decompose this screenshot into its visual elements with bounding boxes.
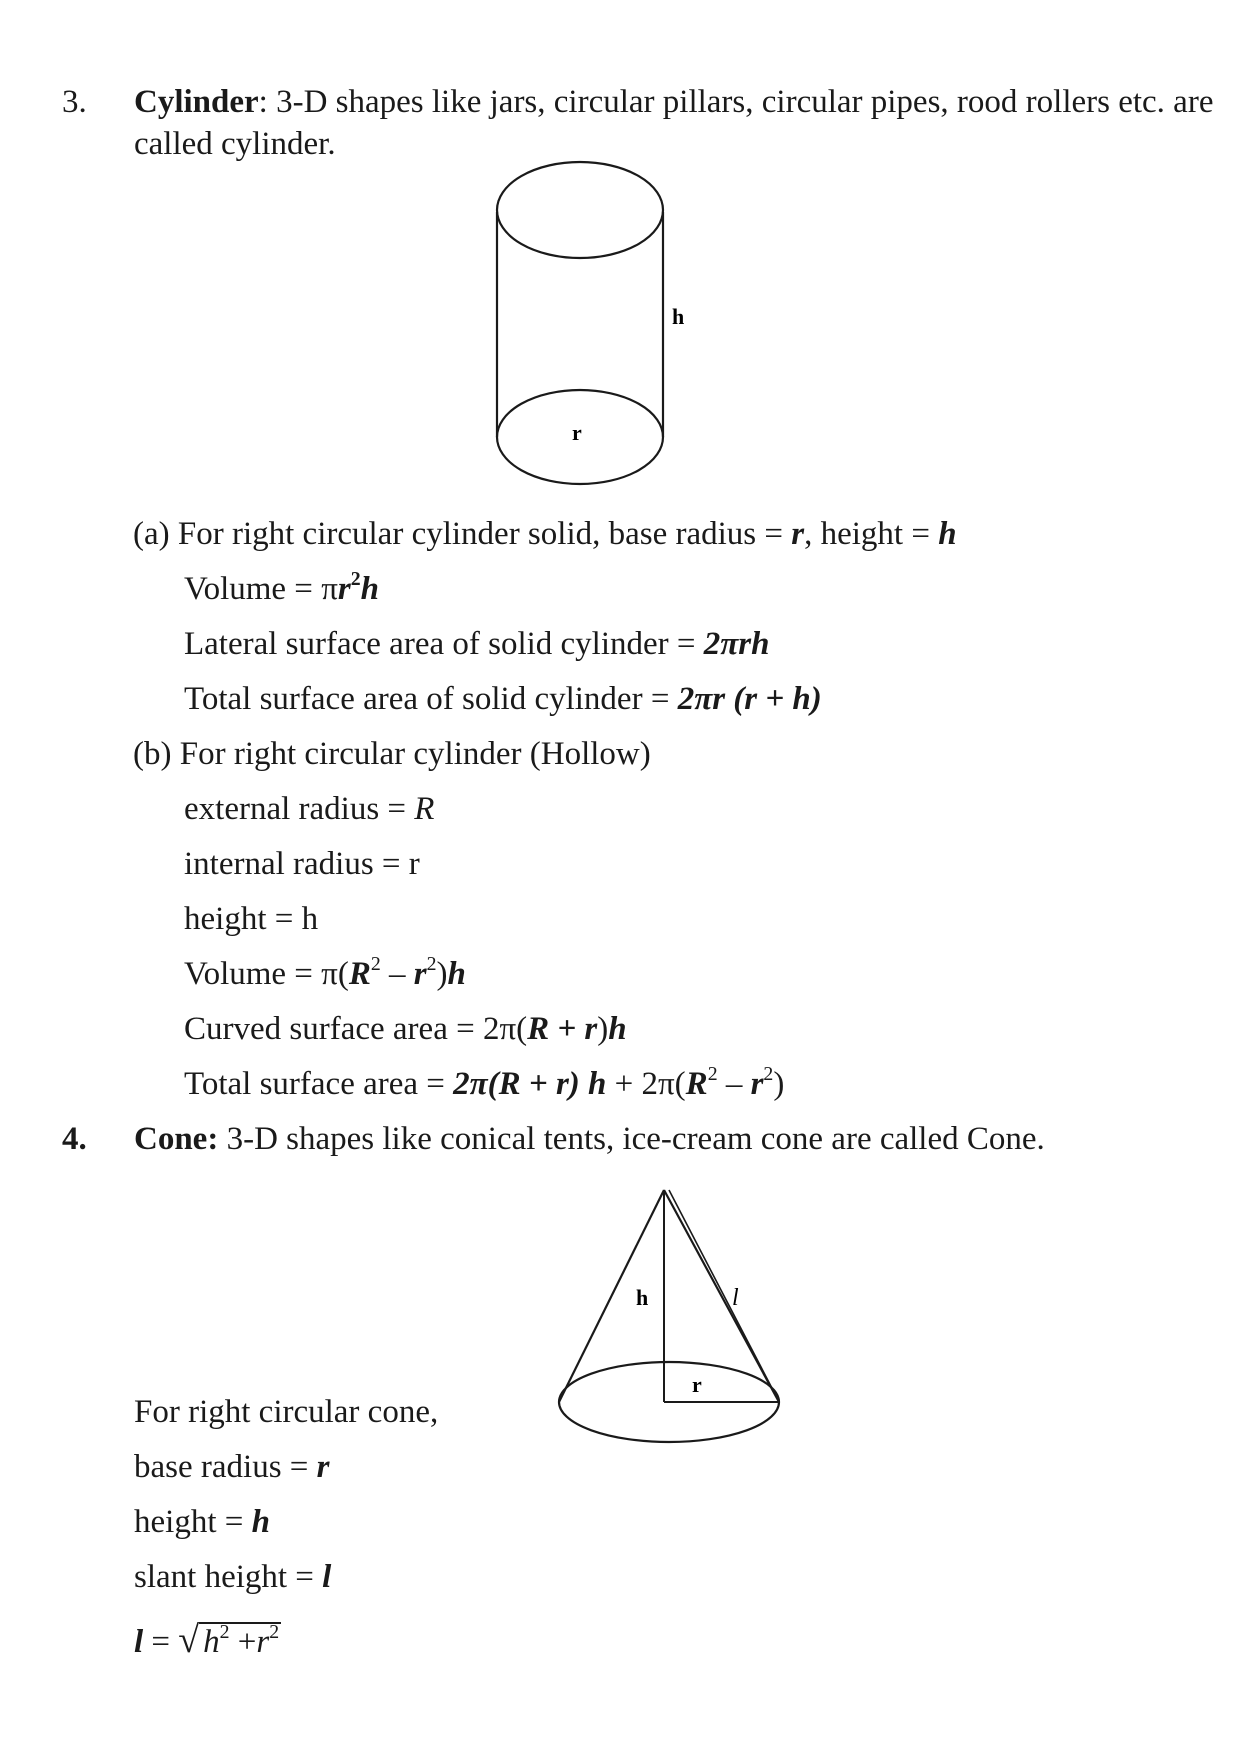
part-b-total-minus: –	[717, 1066, 751, 1102]
part-b-external	[184, 789, 434, 829]
cone-formula-exp1: 2	[219, 1621, 230, 1644]
part-b-total-r: r	[750, 1066, 764, 1102]
part-b-curved-inner: R + r	[527, 1011, 598, 1047]
part-b-volume-R: R	[348, 956, 371, 992]
part-b-total-exp1: 2	[707, 1063, 718, 1086]
cylinder-diagram	[440, 150, 720, 490]
cylinder-radius-label: r	[572, 420, 582, 445]
part-b-total-exp2: 2	[763, 1063, 774, 1086]
section-3-number: 3.	[62, 84, 87, 120]
cone-slant-height	[134, 1557, 331, 1597]
part-b-label: (b)	[133, 736, 172, 772]
cone-slant-formula	[134, 1620, 281, 1662]
section-4-number: 4.	[62, 1121, 87, 1157]
cone-left-side	[559, 1190, 664, 1402]
cone-slant-text: slant height =	[134, 1559, 323, 1595]
cylinder-height-label: h	[672, 304, 685, 329]
cone-base-label: base radius =	[134, 1449, 317, 1485]
part-b-curved-label: Curved surface area = 2π(	[184, 1011, 528, 1047]
cone-formula-lhs: l	[134, 1624, 144, 1660]
part-a-volume	[184, 569, 379, 609]
part-b-volume-exp1: 2	[370, 953, 381, 976]
part-a-text-mid: , height =	[804, 516, 939, 552]
part-b-title-line	[133, 734, 651, 774]
part-a-total-value: 2πr (r + h)	[677, 681, 822, 717]
part-b-external-label: external radius =	[184, 791, 415, 827]
cylinder-top-ellipse	[497, 162, 663, 258]
part-b-total-R: R	[685, 1066, 708, 1102]
cone-intro-line: For right circular cone,	[134, 1394, 439, 1430]
part-b-total-close: )	[773, 1066, 785, 1102]
part-a-volume-pi: π	[321, 571, 338, 607]
cone-base-var: r	[316, 1449, 330, 1485]
cone-radius-label: r	[692, 1372, 702, 1397]
cylinder-term: Cylinder	[134, 84, 259, 120]
cone-formula-exp2: 2	[269, 1621, 280, 1644]
sqrt-symbol: √	[178, 1619, 200, 1661]
part-b-volume-label: Volume = π(	[184, 956, 349, 992]
part-b-title: For right circular cylinder (Hollow)	[179, 736, 651, 772]
part-a-label: (a)	[133, 516, 170, 552]
cone-formula-h: h	[203, 1624, 220, 1660]
part-b-curved	[184, 1009, 627, 1049]
part-b-curved-h: h	[608, 1011, 627, 1047]
cone-formula-r: r	[256, 1624, 270, 1660]
cone-slant-label: l	[732, 1285, 739, 1311]
section-3-intro-line1	[134, 82, 1213, 122]
cone-term: Cone:	[134, 1121, 219, 1157]
part-a-text-pre: For right circular cylinder solid, base radius =	[177, 516, 792, 552]
cone-formula-plus: +	[229, 1624, 257, 1660]
section-4-intro	[134, 1119, 1045, 1159]
part-b-volume-h: h	[447, 956, 466, 992]
cone-diagram	[550, 1180, 790, 1455]
cone-height-text: height =	[134, 1504, 252, 1540]
part-a-volume-h: h	[360, 571, 379, 607]
part-a-h-var: h	[938, 516, 957, 552]
cone-formula-radicand	[199, 1622, 281, 1660]
part-a-volume-exp: 2	[350, 568, 361, 591]
part-a-total-label: Total surface area of solid cylinder =	[184, 681, 678, 717]
cone-formula-radical	[178, 1620, 281, 1662]
part-b-total	[184, 1064, 784, 1104]
part-a-lateral-label: Lateral surface area of solid cylinder =	[184, 626, 704, 662]
part-b-total-label: Total surface area =	[184, 1066, 454, 1102]
part-a-lateral-value: 2πrh	[703, 626, 770, 662]
cone-height	[134, 1502, 270, 1542]
part-b-volume-minus: –	[380, 956, 414, 992]
section-3-intro-line2: called cylinder.	[134, 126, 336, 162]
part-a-lateral	[184, 624, 770, 664]
part-b-curved-close: )	[597, 1011, 609, 1047]
part-a-r-var: r	[791, 516, 805, 552]
part-b-internal: internal radius = r	[184, 846, 420, 882]
cone-base-radius	[134, 1447, 330, 1487]
part-a-volume-label: Volume =	[184, 571, 322, 607]
cone-formula-eq: =	[143, 1624, 179, 1660]
cone-slant-var: l	[322, 1559, 332, 1595]
cone-height-var: h	[251, 1504, 270, 1540]
part-b-total-plus: + 2π(	[606, 1066, 686, 1102]
cylinder-intro-text: : 3-D shapes like jars, circular pillars, circular pipes, rood rollers etc. are	[258, 84, 1214, 120]
part-a-line	[133, 514, 957, 554]
part-b-volume-exp2: 2	[426, 953, 437, 976]
part-a-volume-r: r	[337, 571, 351, 607]
part-b-volume-r: r	[413, 956, 427, 992]
part-b-external-var: R	[414, 791, 435, 827]
part-b-volume	[184, 954, 466, 994]
part-b-height: height = h	[184, 901, 319, 937]
cone-intro-text: 3-D shapes like conical tents, ice-cream cone are called Cone.	[218, 1121, 1045, 1157]
part-b-volume-close: )	[436, 956, 448, 992]
cone-height-label: h	[636, 1285, 649, 1310]
part-a-total	[184, 679, 822, 719]
part-b-total-part1: 2π(R + r) h	[453, 1066, 607, 1102]
